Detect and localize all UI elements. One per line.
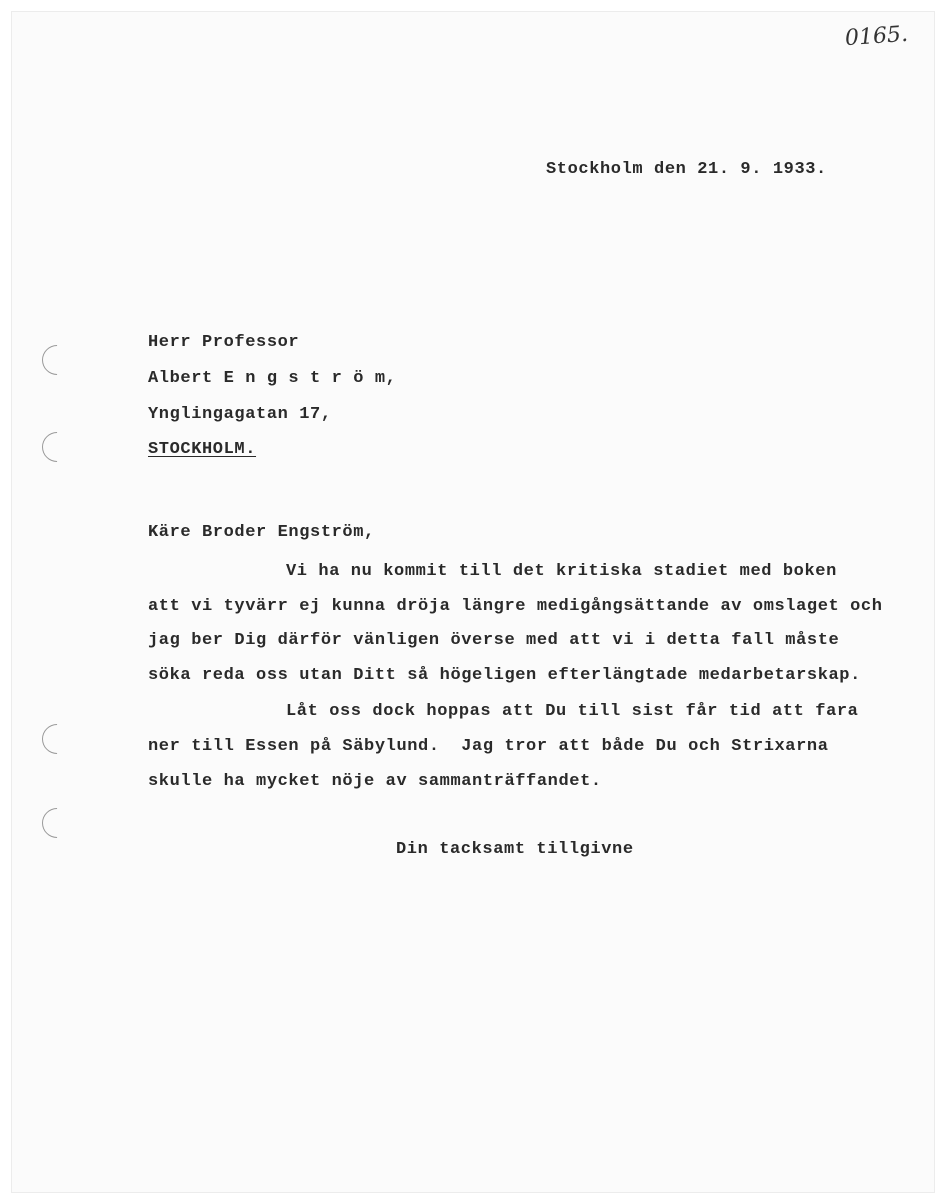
body-line: Låt oss dock hoppas att Du till sist får tid att fara (286, 702, 859, 721)
body-line: jag ber Dig därför vänligen överse med att vi i detta fall måste (148, 631, 840, 650)
address-line: Albert E n g s t r ö m, (148, 369, 397, 388)
body-line: Vi ha nu kommit till det kritiska stadiet med boken (286, 562, 837, 581)
body-line: att vi tyvärr ej kunna dröja längre medigångsättande av omslaget och (148, 597, 883, 616)
body-line: söka reda oss utan Ditt så högeligen efterlängtade medarbetarskap. (148, 666, 861, 685)
address-line: Herr Professor (148, 333, 300, 352)
salutation: Käre Broder Engström, (148, 523, 375, 542)
address-city: STOCKHOLM. (148, 440, 257, 459)
body-line: ner till Essen på Säbylund. Jag tror att både Du och Strixarna (148, 737, 829, 756)
body-line: skulle ha mycket nöje av sammanträffandet. (148, 772, 602, 791)
closing: Din tacksamt tillgivne (396, 840, 634, 859)
page-number: 0165. (844, 21, 909, 52)
date-line: Stockholm den 21. 9. 1933. (546, 160, 827, 179)
address-line: Ynglingagatan 17, (148, 405, 332, 424)
